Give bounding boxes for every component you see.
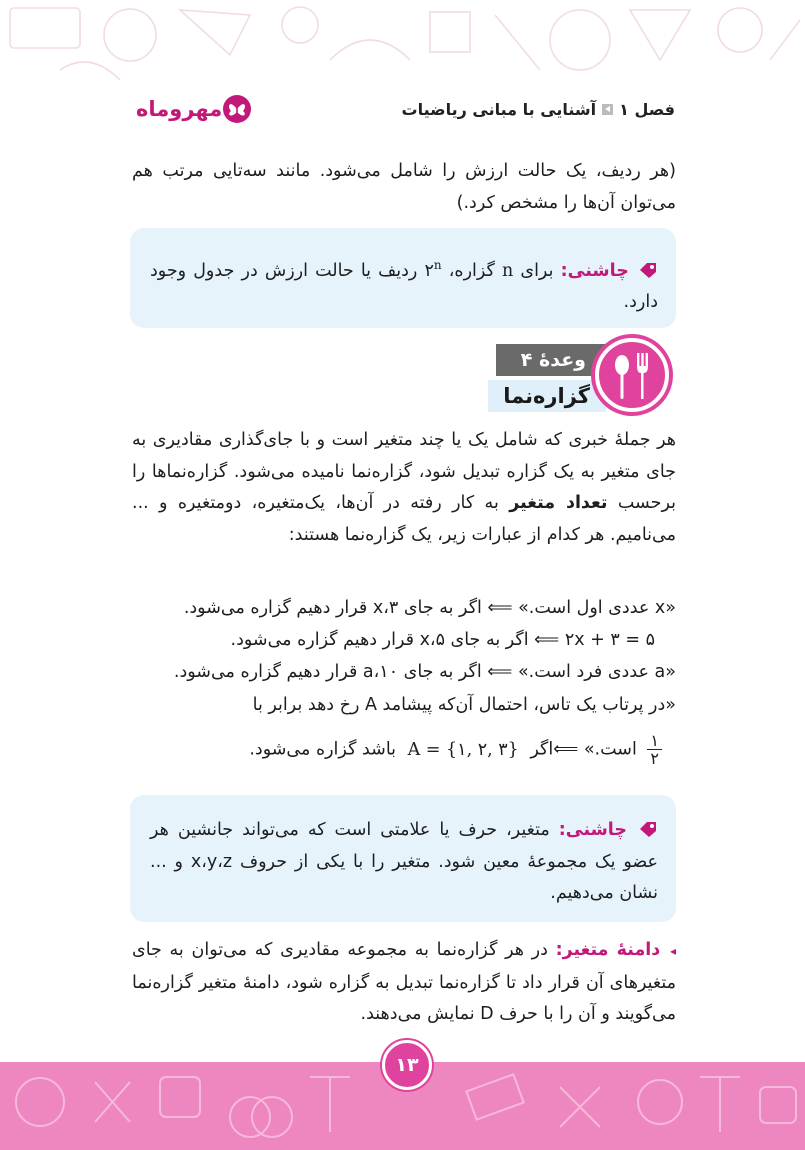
note-2-line-3: x،y،z و ... نشان می‌دهیم. bbox=[150, 851, 658, 903]
note-2-line-1: متغیر، حرف یا علامتی است که می‌تواند جانشین bbox=[177, 820, 550, 840]
body-line-4: به کار رفته در آن‌ها، یک‌متغیره، دومتغیره و ... می‌نامیم. bbox=[132, 493, 676, 545]
page-number: ۱۳ bbox=[382, 1040, 432, 1090]
body-line-2: جای‌گذاری مقادیری به جای متغیر به یک گزاره تبدیل شود، bbox=[132, 430, 677, 482]
body-line-1: هر جملهٔ خبری که شامل یک یا چند متغیر است و با bbox=[299, 430, 676, 450]
note-1-text bbox=[150, 250, 658, 319]
lesson-title: گزاره‌نما bbox=[488, 380, 606, 412]
butterfly-logo-icon bbox=[222, 94, 252, 124]
example-4-text-a: است.» ⟸اگر bbox=[530, 739, 637, 760]
fraction-one-half bbox=[647, 732, 662, 767]
note-1-text-mid: گزاره، bbox=[448, 260, 495, 281]
example-4-line-2 bbox=[249, 732, 667, 767]
note-1-text-before: برای bbox=[520, 260, 554, 281]
note-1-line-2: وجود دارد. bbox=[150, 260, 658, 313]
domain-line-1: در هر گزاره‌نما به مجموعه مقادیری که می‌توان به bbox=[169, 940, 548, 960]
example-4-text-b: باشد گزاره می‌شود. bbox=[249, 739, 397, 760]
domain-line-2: جای متغیرهای آن قرار داد تا گزاره‌نما تبدیل به گزاره شود، دامنهٔ bbox=[132, 940, 676, 993]
example-1: «x عددی اول است.» ⟸ اگر به جای x،۳ قرار دهیم گزاره می‌شود. bbox=[183, 598, 676, 618]
tag-icon bbox=[638, 261, 658, 279]
bullet-triangle-icon: ◂ bbox=[669, 944, 676, 958]
domain-label: دامنهٔ متغیر: bbox=[555, 940, 661, 960]
page-header bbox=[130, 92, 675, 132]
body-bold-term: تعداد متغیر bbox=[509, 493, 608, 513]
chapter-heading bbox=[402, 100, 675, 119]
note-1-power bbox=[424, 258, 442, 281]
fraction-numerator: ۱ bbox=[647, 732, 662, 750]
intro-line-2: هم می‌توان آن‌ها را مشخص کرد.) bbox=[132, 161, 676, 213]
intro-paragraph bbox=[132, 156, 676, 219]
example-4-set: A = {۱, ۲, ۳} bbox=[407, 739, 519, 760]
power-exponent: n bbox=[433, 258, 442, 272]
note-box-2 bbox=[130, 795, 676, 922]
brand-name: مهروماه bbox=[136, 97, 223, 121]
body-line-5: هر کدام از عبارات زیر، یک گزاره‌نما هستند: bbox=[288, 524, 605, 545]
chapter-title: آشنایی با مبانی ریاضیات bbox=[401, 100, 597, 119]
note-1-label: چاشنی: bbox=[560, 260, 629, 281]
fraction-denominator: ۲ bbox=[650, 749, 659, 768]
chapter-arrow-icon bbox=[602, 104, 613, 115]
spoon-fork-icon bbox=[590, 333, 674, 417]
example-3: «a عددی فرد است.» ⟸ اگر به جای a،۱۰ قرار دهیم گزاره می‌شود. bbox=[173, 662, 676, 682]
note-box-1 bbox=[130, 228, 676, 328]
example-2: ۵ = ۳ + ۲x ⟸ اگر به جای x،۵ قرار دهیم گزاره می‌شود. bbox=[230, 630, 655, 650]
note-1-variable-n: n bbox=[501, 260, 514, 281]
brand bbox=[130, 94, 252, 124]
chapter-number: فصل ۱ bbox=[619, 100, 675, 119]
power-base: ۲ bbox=[424, 260, 434, 281]
definition-paragraph bbox=[132, 425, 676, 551]
domain-paragraph bbox=[132, 935, 676, 1031]
lesson-number: وعدهٔ ۴ bbox=[496, 344, 608, 376]
intro-line-1: (هر ردیف، یک حالت ارزش را شامل می‌شود. مانند سه‌تایی مرتب bbox=[162, 161, 676, 181]
note-2-label: چاشنی: bbox=[558, 820, 627, 840]
domain-line-3: متغیر گزاره‌نما می‌گویند و آن را با حرف D نمایش می‌دهند. bbox=[132, 972, 676, 1024]
tag-icon bbox=[638, 820, 658, 838]
body-line-3: گزاره‌نما نامیده می‌شود. گزاره‌نماها را برحسب bbox=[132, 461, 676, 513]
note-2-line-2: هر عضو یک مجموعهٔ معین شود. متغیر را با یکی از حروف bbox=[150, 820, 658, 872]
note-1-text-after: ردیف یا حالت ارزش در جدول bbox=[193, 260, 418, 281]
top-doodle-band bbox=[0, 0, 805, 95]
note-2-text bbox=[150, 815, 658, 910]
example-4-line-1: «در پرتاب یک تاس، احتمال آن‌که پیشامد A رخ دهد برابر با bbox=[252, 695, 676, 715]
